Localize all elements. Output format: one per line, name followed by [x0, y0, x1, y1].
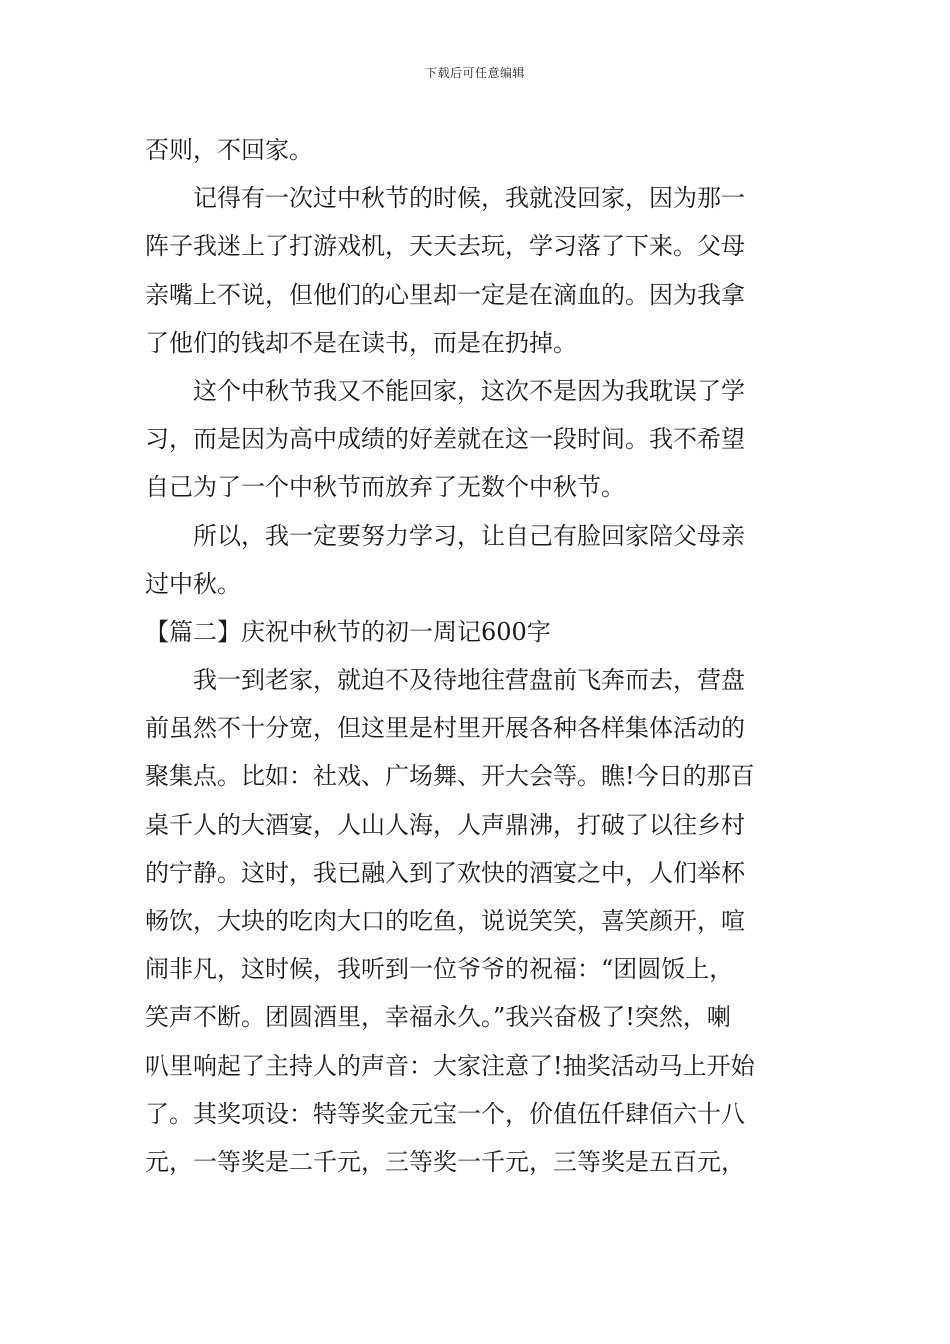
- text-line: 了他们的钱却不是在读书，而是在扔掉。: [145, 328, 577, 357]
- text-line: 阵子我迷上了打游戏机，天天去玩，学习落了下来。父母: [145, 232, 745, 261]
- text-line: 笑声不断。团圆酒里，幸福永久。”我兴奋极了!突然，喇: [145, 1003, 731, 1032]
- text-line: 了。其奖项设：特等奖金元宝一个，价值伍仟肆佰六十八: [145, 1099, 745, 1128]
- text-line: 我一到老家，就迫不及待地往营盘前飞奔而去，营盘: [193, 666, 745, 695]
- text-line: 记得有一次过中秋节的时候，我就没回家，因为那一: [193, 184, 745, 213]
- text-line: 的宁静。这时，我已融入到了欢快的酒宴之中，人们举杯: [145, 858, 745, 887]
- text-line: 过中秋。: [145, 569, 241, 598]
- text-line: 前虽然不十分宽，但这里是村里开展各种各样集体活动的: [145, 714, 745, 743]
- text-line: 叭里响起了主持人的声音：大家注意了!抽奖活动马上开始: [145, 1051, 755, 1080]
- text-line: 聚集点。比如：社戏、广场舞、开大会等。瞧!今日的那百: [145, 762, 755, 791]
- document-body: [145, 126, 810, 1186]
- text-line: 亲嘴上不说，但他们的心里却一定是在滴血的。因为我拿: [145, 280, 745, 309]
- text-line: 自己为了一个中秋节而放弃了无数个中秋节。: [145, 473, 625, 502]
- text-line: 所以，我一定要努力学习，让自己有脸回家陪父母亲: [193, 521, 745, 550]
- text-line: 桌千人的大酒宴，人山人海，人声鼎沸，打破了以往乡村: [145, 810, 745, 839]
- text-line: 这个中秋节我又不能回家，这次不是因为我耽误了学: [193, 376, 745, 405]
- text-line: 否则，不回家。: [145, 136, 313, 164]
- text-line: 习，而是因为高中成绩的好差就在这一段时间。我不希望: [145, 425, 745, 454]
- text-line: 元，一等奖是二千元，三等奖一千元，三等奖是五百元，: [145, 1147, 745, 1176]
- page-header: 下载后可任意编辑: [424, 66, 525, 80]
- section-heading: 【篇二】庆祝中秋节的初一周记600字: [145, 617, 551, 646]
- text-line: 闹非凡，这时候，我听到一位爷爷的祝福：“团圆饭上，: [145, 955, 734, 984]
- text-line: 畅饮，大块的吃肉大口的吃鱼，说说笑笑，喜笑颜开，喧: [145, 907, 745, 935]
